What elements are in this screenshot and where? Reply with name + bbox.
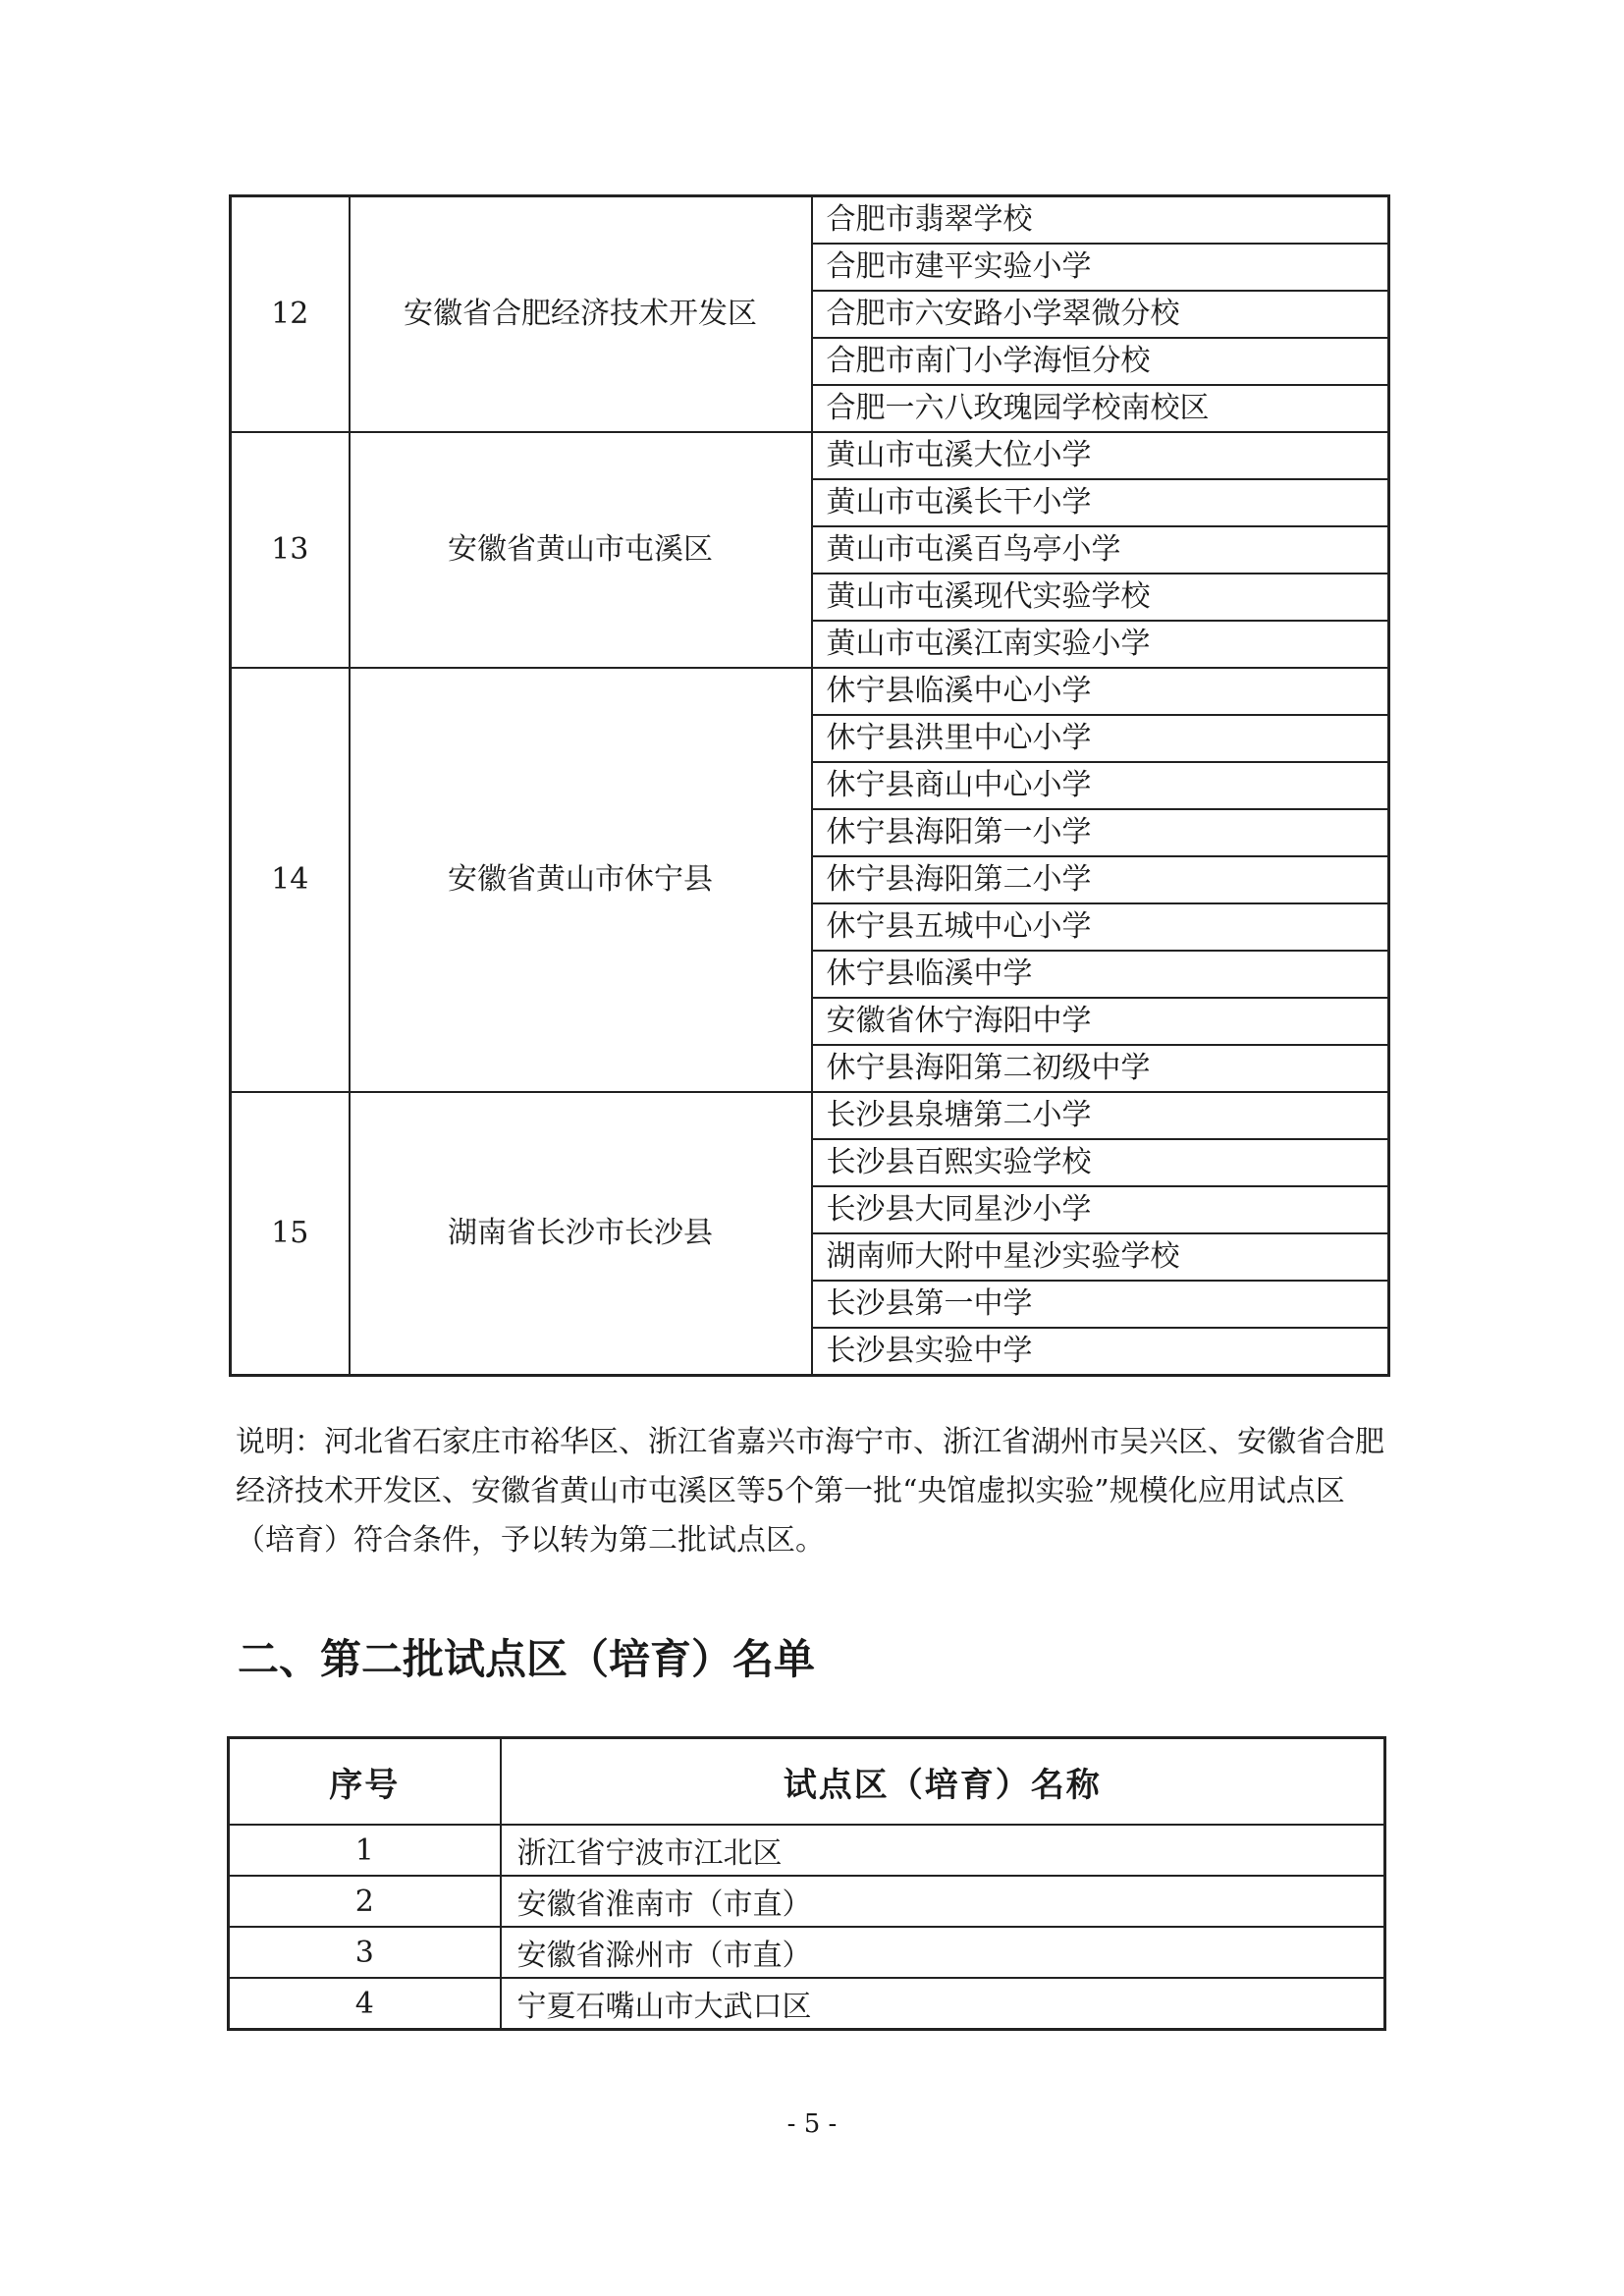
- school-name: 休宁县海阳第二初级中学: [812, 1045, 1389, 1092]
- school-name: 合肥一六八玫瑰园学校南校区: [812, 385, 1389, 432]
- page-number: - 5 -: [786, 2109, 838, 2139]
- school-name: 长沙县第一中学: [812, 1281, 1389, 1328]
- school-name: 休宁县五城中心小学: [812, 903, 1389, 951]
- school-name: 休宁县临溪中学: [812, 951, 1389, 998]
- school-name: 休宁县海阳第一小学: [812, 809, 1389, 856]
- school-name: 黄山市屯溪百鸟亭小学: [812, 526, 1389, 574]
- table-row: [229, 1927, 1385, 1978]
- row-name: 安徽省淮南市（市直）: [501, 1876, 1385, 1927]
- row-number: 2: [229, 1876, 501, 1927]
- school-name: 休宁县商山中心小学: [812, 762, 1389, 809]
- school-name: 合肥市翡翠学校: [812, 196, 1389, 245]
- row-name: 安徽省滁州市（市直）: [501, 1927, 1385, 1978]
- table-row: [231, 1092, 1389, 1139]
- table-header-row: [229, 1738, 1385, 1826]
- school-name: 安徽省休宁海阳中学: [812, 998, 1389, 1045]
- row-number: 1: [229, 1825, 501, 1876]
- school-name: 黄山市屯溪江南实验小学: [812, 621, 1389, 668]
- school-name: 合肥市建平实验小学: [812, 244, 1389, 291]
- group-number: 15: [231, 1092, 350, 1376]
- row-number: 3: [229, 1927, 501, 1978]
- group-area: 安徽省合肥经济技术开发区: [350, 196, 812, 433]
- school-name: 合肥市南门小学海恒分校: [812, 338, 1389, 385]
- row-name: 浙江省宁波市江北区: [501, 1825, 1385, 1876]
- group-area: 安徽省黄山市屯溪区: [350, 432, 812, 668]
- pilot-schools-table: [229, 194, 1390, 1377]
- cultivation-areas-table: [227, 1736, 1386, 2031]
- school-name: 黄山市屯溪大位小学: [812, 432, 1389, 479]
- note-paragraph: 说明：河北省石家庄市裕华区、浙江省嘉兴市海宁市、浙江省湖州市吴兴区、安徽省合肥经济技术开发区、安徽省黄山市屯溪区等5个第一批“央馆虚拟实验”规模化应用试点区（培育）符合条件，予以转为第二批试点区。: [236, 1425, 1384, 1558]
- group-area: 安徽省黄山市休宁县: [350, 668, 812, 1092]
- school-name: 长沙县百熙实验学校: [812, 1139, 1389, 1186]
- table-row: [231, 432, 1389, 479]
- table-row: [229, 1876, 1385, 1927]
- table-row: [229, 1978, 1385, 2030]
- school-name: 黄山市屯溪长干小学: [812, 479, 1389, 526]
- school-name: 长沙县实验中学: [812, 1328, 1389, 1376]
- school-name: 休宁县洪里中心小学: [812, 715, 1389, 762]
- table-row: [231, 668, 1389, 715]
- header-number: 序号: [229, 1738, 501, 1826]
- row-number: 4: [229, 1978, 501, 2030]
- pilot-schools-table-body: [231, 196, 1389, 1376]
- group-number: 13: [231, 432, 350, 668]
- group-area: 湖南省长沙市长沙县: [350, 1092, 812, 1376]
- row-name: 宁夏石嘴山市大武口区: [501, 1978, 1385, 2030]
- table-row: [229, 1825, 1385, 1876]
- school-name: 黄山市屯溪现代实验学校: [812, 574, 1389, 621]
- school-name: 长沙县大同星沙小学: [812, 1186, 1389, 1233]
- school-name: 休宁县临溪中心小学: [812, 668, 1389, 715]
- table-row: [231, 196, 1389, 245]
- school-name: 长沙县泉塘第二小学: [812, 1092, 1389, 1139]
- school-name: 休宁县海阳第二小学: [812, 856, 1389, 903]
- section-title: 二、第二批试点区（培育）名单: [238, 1635, 816, 1683]
- school-name: 合肥市六安路小学翠微分校: [812, 291, 1389, 338]
- school-name: 湖南师大附中星沙实验学校: [812, 1233, 1389, 1281]
- group-number: 14: [231, 668, 350, 1092]
- group-number: 12: [231, 196, 350, 433]
- header-name: 试点区（培育）名称: [501, 1738, 1385, 1826]
